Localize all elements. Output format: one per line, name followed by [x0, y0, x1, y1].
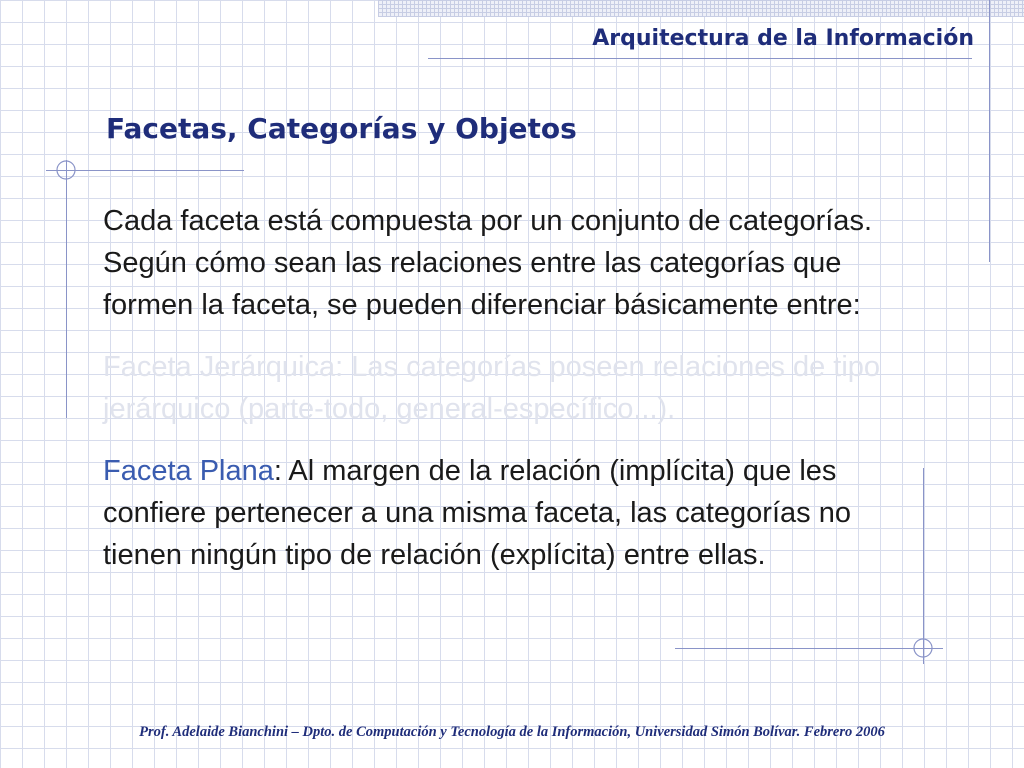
course-title: Arquitectura de la Información	[592, 26, 974, 51]
header-rule	[428, 58, 972, 59]
bullet-faceta-plana	[103, 450, 933, 576]
bullet-separator: :	[335, 351, 352, 383]
bullet-term: Faceta Jerárquica	[103, 351, 336, 383]
header-hatch-band	[378, 0, 1024, 17]
bullet-term: Faceta Plana	[103, 455, 274, 487]
footer-credit: Prof. Adelaide Bianchini – Dpto. de Computación y Tecnología de la Información, Universidad Simón Bolívar. Febrero 2006	[139, 724, 885, 740]
bullet-text: Las categorías poseen relaciones de tipo jerárquico (parte-todo, general-específico...).	[103, 351, 881, 425]
right-vertical-rule	[989, 0, 990, 262]
left-circle-mark	[55, 159, 77, 181]
slide-body	[103, 200, 933, 596]
slide-title: Facetas, Categorías y Objetos	[106, 112, 577, 145]
intro-paragraph: Cada faceta está compuesta por un conjunto de categorías. Según cómo sean las relaciones entre las categorías que formen la faceta, se pueden diferenciar básicamente entre:	[103, 205, 872, 321]
bottom-right-circle-mark	[912, 637, 934, 659]
bullet-separator: :	[273, 455, 289, 487]
bullet-text: Al margen de la relación (implícita) que les confiere pertenecer a una misma faceta, las categorías no tienen ningún tipo de relación (explícita) entre ellas.	[103, 455, 851, 571]
bottom-right-horizontal-rule	[675, 648, 943, 649]
left-vertical-rule	[66, 160, 67, 418]
bullet-faceta-jerarquica	[103, 346, 933, 430]
